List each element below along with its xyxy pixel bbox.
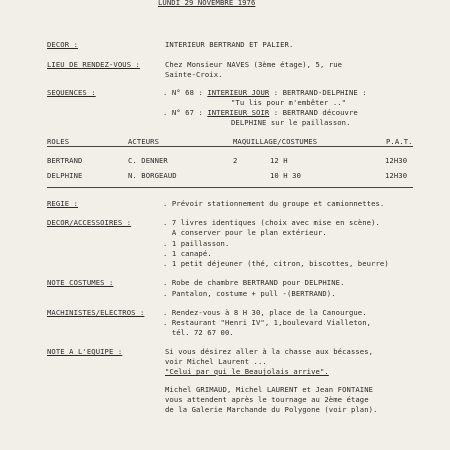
- note-equipe-quote: "Celui par qui le Beaujolais arrive".: [165, 367, 329, 376]
- note-equipe-para-line: de la Galerie Marchande du Polygone (voir plan).: [165, 405, 378, 414]
- sequence-title: INTERIEUR JOUR: [207, 88, 270, 97]
- sheet-date: LUNDI 29 NOVEMBRE 1976: [158, 0, 256, 7]
- table-cell-role: DELPHINE: [47, 171, 83, 180]
- lieu-label: LIEU DE RENDEZ-VOUS :: [47, 60, 140, 69]
- table-cell-num: 2: [233, 156, 238, 165]
- decor-label: DECOR :: [47, 40, 78, 49]
- sequence-rest: : BERTRAND-DELPHINE :: [269, 88, 367, 97]
- note-costumes-label: NOTE COSTUMES :: [47, 278, 114, 287]
- sequence-line-2: "Tu lis pour m'embêter ..": [231, 98, 347, 107]
- note-equipe-para-line: vous attendent après le tournage au 2ème étage: [165, 395, 369, 404]
- table-bottom-rule: [47, 187, 413, 188]
- note-equipe-para-line: Michel GRIMAUD, Michel LAURENT et Jean FONTAINE: [165, 385, 374, 394]
- sequence-line-2: DELPHINE sur le paillasson.: [231, 118, 351, 127]
- regie-value: . Prévoir stationnement du groupe et camionnettes.: [163, 199, 385, 208]
- sequence-item: [163, 88, 367, 97]
- note-equipe-label: NOTE A L'EQUIPE :: [47, 347, 123, 356]
- table-header-rule: [47, 146, 413, 147]
- sequence-number: N° 67 :: [171, 108, 203, 117]
- note-costumes-line: . Pantalon, costume + pull -(BERTRAND).: [163, 289, 336, 298]
- note-equipe-line: voir Michel Laurent ...: [165, 357, 267, 366]
- decor-accessoires-line: . 1 paillasson.: [163, 239, 230, 248]
- lieu-line-2: Sainte-Croix.: [165, 70, 223, 79]
- table-cell-role: BERTRAND: [47, 156, 83, 165]
- table-cell-acteur: N. BORGEAUD: [128, 171, 177, 180]
- note-costumes-line: . Robe de chambre BERTRAND pour DELPHINE.: [163, 278, 345, 287]
- table-header-roles: ROLES: [47, 137, 70, 146]
- sequence-bullet: .: [163, 108, 168, 117]
- table-header-maquillage: MAQUILLAGE/COSTUMES: [233, 137, 318, 146]
- lieu-line-1: Chez Monsieur NAVES (3ème étage), 5, rue: [165, 60, 343, 69]
- sequence-item: [163, 108, 358, 117]
- table-header-pat: P.A.T.: [386, 137, 413, 146]
- decor-accessoires-line: . 1 canapé.: [163, 249, 212, 258]
- table-cell-maquillage: 12 H: [270, 156, 288, 165]
- decor-accessoires-line: A conserver pour le plan extérieur.: [163, 228, 327, 237]
- sequences-label: SEQUENCES :: [47, 88, 96, 97]
- machinistes-line: . Restaurant "Henri IV", 1,boulevard Vialleton,: [163, 318, 372, 327]
- table-cell-pat: 12H30: [385, 171, 408, 180]
- machinistes-line: tél. 72 67 00.: [163, 328, 234, 337]
- sequence-bullet: .: [163, 88, 168, 97]
- machinistes-label: MACHINISTES/ELECTROS :: [47, 308, 145, 317]
- decor-accessoires-line: . 1 petit déjeuner (thé, citron, biscottes, beurre): [163, 259, 389, 268]
- decor-accessoires-line: . 7 livres identiques (choix avec mise en scène).: [163, 218, 380, 227]
- table-cell-pat: 12H30: [385, 156, 408, 165]
- table-header-acteurs: ACTEURS: [128, 137, 159, 146]
- machinistes-line: . Rendez-vous à 8 H 30, place de la Canourgue.: [163, 308, 367, 317]
- sequence-rest: : BERTRAND découvre: [269, 108, 358, 117]
- regie-label: REGIE :: [47, 199, 78, 208]
- sequence-number: N° 68 :: [171, 88, 203, 97]
- table-cell-maquillage: 10 H 30: [270, 171, 301, 180]
- decor-value: INTERIEUR BERTRAND ET PALIER.: [165, 40, 294, 49]
- decor-accessoires-label: DECOR/ACCESSOIRES :: [47, 218, 132, 227]
- note-equipe-line: Si vous désirez aller à la chasse aux bécasses,: [165, 347, 374, 356]
- table-cell-acteur: C. DENNER: [128, 156, 168, 165]
- sequence-title: INTERIEUR SOIR: [207, 108, 270, 117]
